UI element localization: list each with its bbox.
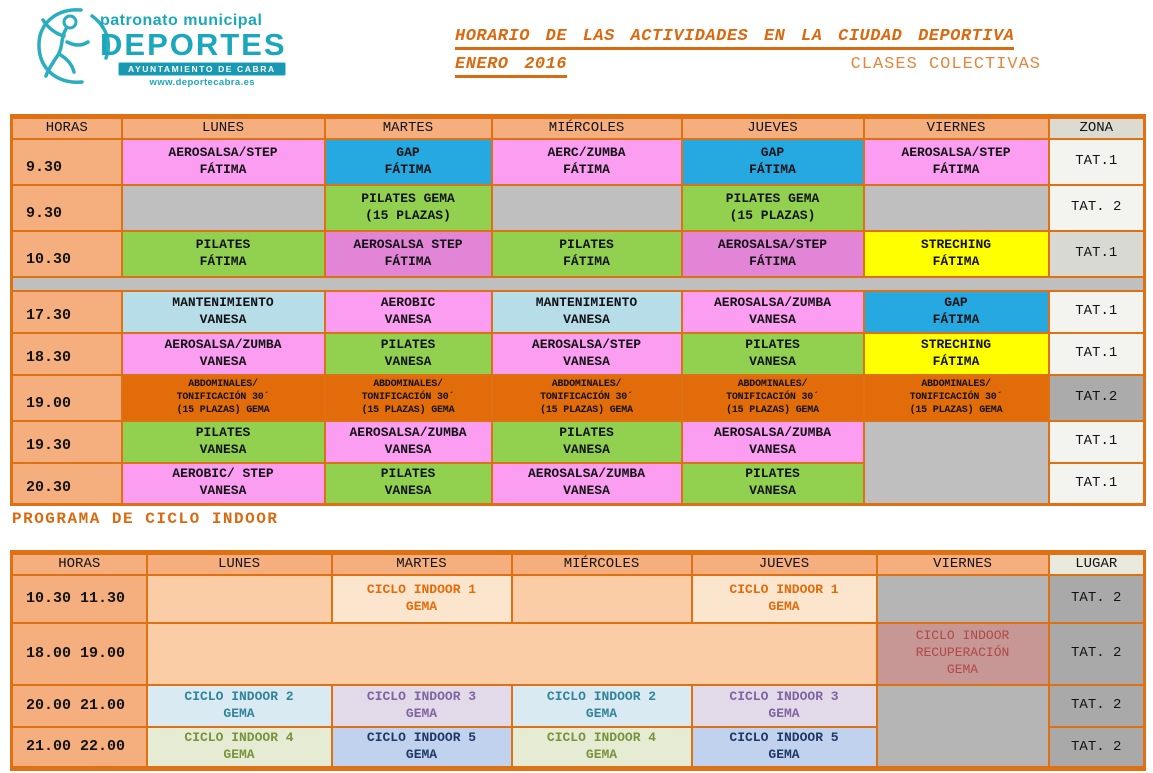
time-cell: 17.30 [12,291,122,333]
activity-cell: AEROBIC VANESA [325,291,492,333]
activity-cell: AEROSALSA/STEP FÁTIMA [122,139,325,185]
lugar-cell: TAT. 2 [1049,623,1145,685]
table-row [12,375,1145,421]
empty-cell [877,685,1049,769]
activity-cell: GAP FÁTIMA [325,139,492,185]
column-header: JUEVES [692,553,877,575]
activity-cell: PILATES FÁTIMA [122,231,325,277]
activity-cell: PILATES VANESA [682,463,864,505]
activity-cell: PILATES VANESA [325,333,492,375]
activity-cell: MANTENIMIENTO VANESA [492,291,682,333]
activity-cell: STRECHING FÁTIMA [864,231,1049,277]
activity-cell: ABDOMINALES/ TONIFICACIÓN 30´ (15 PLAZAS) GEMA [492,375,682,421]
logo-top-text: patronato municipal [100,12,263,29]
empty-cell [877,575,1049,623]
activity-cell: CICLO INDOOR 4 GEMA [147,727,332,769]
subtitle: CLASES COLECTIVAS [850,55,1041,74]
activity-cell: CICLO INDOOR 1 GEMA [332,575,512,623]
column-header: MIÉRCOLES [512,553,692,575]
column-header: JUEVES [682,117,864,139]
main-schedule-table [10,114,1146,506]
column-header: VIERNES [864,117,1049,139]
activity-cell: PILATES VANESA [682,333,864,375]
column-header: MARTES [332,553,512,575]
activity-cell: PILATES GEMA (15 PLAZAS) [325,185,492,231]
time-cell: 9.30 [12,139,122,185]
activity-cell: GAP FÁTIMA [682,139,864,185]
table-row [12,277,1145,291]
logo-main-text: DEPORTES [100,27,287,62]
empty-cell [147,623,877,685]
empty-cell [864,421,1049,505]
activity-cell: AEROSALSA/STEP FÁTIMA [864,139,1049,185]
activity-cell: PILATES GEMA (15 PLAZAS) [682,185,864,231]
time-cell: 18.30 [12,333,122,375]
column-header: LUGAR [1049,553,1145,575]
zone-cell: TAT. 2 [1049,185,1145,231]
empty-cell [122,185,325,231]
activity-cell: PILATES VANESA [325,463,492,505]
activity-cell: CICLO INDOOR 3 GEMA [692,685,877,727]
activity-cell: CICLO INDOOR 2 GEMA [512,685,692,727]
activity-cell: AEROSALSA/ZUMBA VANESA [682,291,864,333]
lugar-cell: TAT. 2 [1049,727,1145,769]
time-cell: 21.00 22.00 [12,727,147,769]
zone-cell: TAT.1 [1049,463,1145,505]
activity-cell: ABDOMINALES/ TONIFICACIÓN 30´ (15 PLAZAS) GEMA [682,375,864,421]
section-title-ciclo-indoor: PROGRAMA DE CICLO INDOOR [12,510,279,528]
zone-cell: TAT.1 [1049,231,1145,277]
column-header: MIÉRCOLES [492,117,682,139]
activity-cell: AEROSALSA/STEP FÁTIMA [682,231,864,277]
activity-cell: CICLO INDOOR 3 GEMA [332,685,512,727]
zone-cell: TAT.1 [1049,139,1145,185]
activity-cell: CICLO INDOOR 5 GEMA [692,727,877,769]
table-row [12,231,1145,277]
activity-cell: AEROSALSA STEP FÁTIMA [325,231,492,277]
zone-cell: TAT.2 [1049,375,1145,421]
activity-cell: AERC/ZUMBA FÁTIMA [492,139,682,185]
column-header: HORAS [12,117,122,139]
time-cell: 20.00 21.00 [12,685,147,727]
activity-cell: PILATES VANESA [122,421,325,463]
activity-cell: AEROSALSA/ZUMBA VANESA [682,421,864,463]
indoor-schedule-table [10,550,1146,771]
time-cell: 10.30 11.30 [12,575,147,623]
divider-row [12,277,1145,291]
table-row [12,139,1145,185]
empty-cell [147,575,332,623]
activity-cell: PILATES VANESA [492,421,682,463]
activity-cell: ABDOMINALES/ TONIFICACIÓN 30´ (15 PLAZAS) GEMA [122,375,325,421]
lugar-cell: TAT. 2 [1049,575,1145,623]
table-row [12,685,1145,727]
zone-cell: TAT.1 [1049,291,1145,333]
time-cell: 18.00 19.00 [12,623,147,685]
empty-cell [864,185,1049,231]
activity-cell: STRECHING FÁTIMA [864,333,1049,375]
table-row [12,333,1145,375]
table-row [12,421,1145,463]
table-row [12,623,1145,685]
activity-cell: MANTENIMIENTO VANESA [122,291,325,333]
time-cell: 10.30 [12,231,122,277]
activity-cell: ABDOMINALES/ TONIFICACIÓN 30´ (15 PLAZAS) GEMA [325,375,492,421]
time-cell: 19.00 [12,375,122,421]
activity-cell: CICLO INDOOR 2 GEMA [147,685,332,727]
activity-cell: AEROSALSA/ZUMBA VANESA [122,333,325,375]
title-block [455,27,1055,78]
activity-cell: ABDOMINALES/ TONIFICACIÓN 30´ (15 PLAZAS) GEMA [864,375,1049,421]
column-header: ZONA [1049,117,1145,139]
empty-cell [512,575,692,623]
time-cell: 20.30 [12,463,122,505]
table-row [12,185,1145,231]
period-title: ENERO 2016 [455,55,567,78]
logo-website-text: www.deportecabra.es [149,77,255,89]
activity-cell: AEROSALSA/STEP VANESA [492,333,682,375]
zone-cell: TAT.1 [1049,421,1145,463]
lugar-cell: TAT. 2 [1049,685,1145,727]
column-header: HORAS [12,553,147,575]
activity-cell: GAP FÁTIMA [864,291,1049,333]
page-title: HORARIO DE LAS ACTIVIDADES EN LA CIUDAD DEPORTIVA [455,27,1014,50]
empty-cell [492,185,682,231]
column-header: LUNES [122,117,325,139]
time-cell: 9.30 [12,185,122,231]
activity-cell: AEROSALSA/ZUMBA VANESA [492,463,682,505]
column-header: MARTES [325,117,492,139]
table-row [12,291,1145,333]
activity-cell: AEROSALSA/ZUMBA VANESA [325,421,492,463]
activity-cell: CICLO INDOOR 5 GEMA [332,727,512,769]
activity-cell: AEROBIC/ STEP VANESA [122,463,325,505]
activity-cell: CICLO INDOOR 1 GEMA [692,575,877,623]
time-cell: 19.30 [12,421,122,463]
activity-cell: CICLO INDOOR 4 GEMA [512,727,692,769]
activity-cell: PILATES FÁTIMA [492,231,682,277]
column-header: LUNES [147,553,332,575]
logo [26,2,287,90]
logo-bar-text: AYUNTAMIENTO DE CABRA [118,62,286,76]
zone-cell: TAT.1 [1049,333,1145,375]
column-header: VIERNES [877,553,1049,575]
activity-cell: CICLO INDOOR RECUPERACIÓN GEMA [877,623,1049,685]
table-row [12,575,1145,623]
